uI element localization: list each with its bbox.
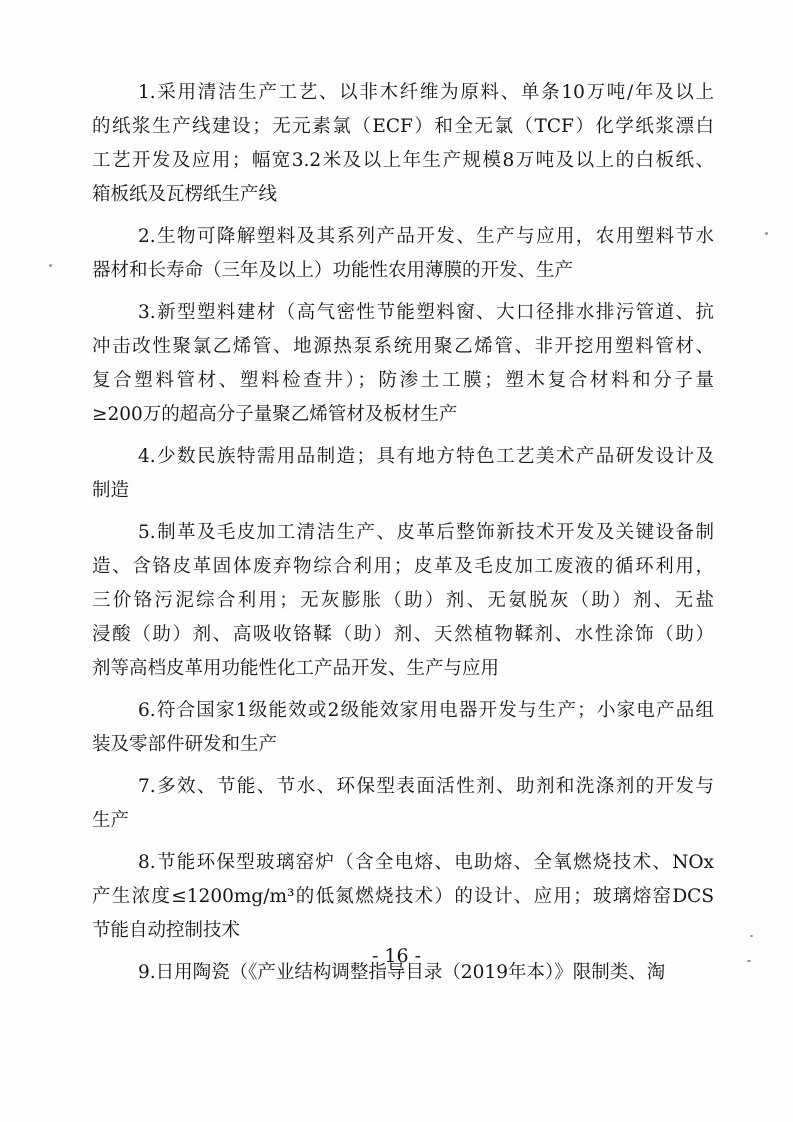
- document-body: [92, 76, 714, 998]
- text-line: 3.新型塑料建材（高气密性节能塑料窗、大口径排水排污管道、抗: [138, 302, 714, 323]
- text-line: 生产: [92, 810, 130, 831]
- text-line: 5.制革及毛皮加工清洁生产、皮革后整饰新技术开发及关键设备制: [138, 522, 714, 543]
- scan-speck: [750, 935, 753, 937]
- paragraph: [92, 770, 714, 838]
- text-line: 浸酸（助）剂、高吸收铬鞣（助）剂、天然植物鞣剂、水性涂饰（助）: [92, 624, 714, 645]
- text-line: 7.多效、节能、节水、环保型表面活性剂、助剂和洗涤剂的开发与: [138, 776, 714, 797]
- text-line: 装及零部件研发和生产: [92, 734, 278, 755]
- paragraph: [92, 296, 714, 432]
- paragraph: [92, 440, 714, 508]
- text-line: 1.采用清洁生产工艺、以非木纤维为原料、单条10万吨/年及以上: [138, 82, 714, 103]
- text-line: 剂等高档皮革用功能性化工产品开发、生产与应用: [92, 658, 500, 679]
- text-line: 节能自动控制技术: [92, 920, 241, 941]
- text-line: 2.生物可降解塑料及其系列产品开发、生产与应用，农用塑料节水: [138, 226, 714, 247]
- text-line: 产生浓度≤1200mg/m³的低氮燃烧技术）的设计、应用；玻璃熔窑DCS: [92, 886, 714, 907]
- scan-speck: [765, 232, 768, 235]
- page-number: - 16 -: [371, 945, 422, 967]
- text-line: 制造: [92, 480, 130, 501]
- text-line: 4.少数民族特需用品制造；具有地方特色工艺美术产品研发设计及: [138, 446, 714, 467]
- text-line: 箱板纸及瓦楞纸生产线: [92, 184, 278, 205]
- paragraph: [92, 220, 714, 288]
- paragraph: [92, 694, 714, 762]
- paragraph: [92, 846, 714, 948]
- scan-speck: [747, 960, 751, 962]
- text-line: 器材和长寿命（三年及以上）功能性农用薄膜的开发、生产: [92, 260, 574, 281]
- text-line: 造、含铬皮革固体废弃物综合利用；皮革及毛皮加工废液的循环利用，: [92, 556, 714, 577]
- paragraph: [92, 516, 714, 686]
- text-line: 9.日用陶瓷（《产业结构调整指导目录（2019年本）》限制类、淘: [138, 962, 666, 983]
- text-line: 6.符合国家1级能效或2级能效家用电器开发与生产；小家电产品组: [138, 700, 714, 721]
- text-line: 工艺开发及应用；幅宽3.2米及以上年生产规模8万吨及以上的白板纸、: [92, 150, 714, 171]
- paragraph: [92, 76, 714, 212]
- scan-speck: [49, 264, 52, 267]
- text-line: ≥200万的超高分子量聚乙烯管材及板材生产: [92, 404, 458, 425]
- text-line: 三价铬污泥综合利用；无灰膨胀（助）剂、无氨脱灰（助）剂、无盐: [92, 590, 714, 611]
- text-line: 复合塑料管材、塑料检查井）；防渗土工膜；塑木复合材料和分子量: [92, 370, 714, 391]
- text-line: 的纸浆生产线建设；无元素氯（ECF）和全无氯（TCF）化学纸浆漂白: [92, 116, 714, 137]
- text-line: 8.节能环保型玻璃窑炉（含全电熔、电助熔、全氧燃烧技术、NOx: [138, 852, 714, 873]
- text-line: 冲击改性聚氯乙烯管、地源热泵系统用聚乙烯管、非开挖用塑料管材、: [92, 336, 714, 357]
